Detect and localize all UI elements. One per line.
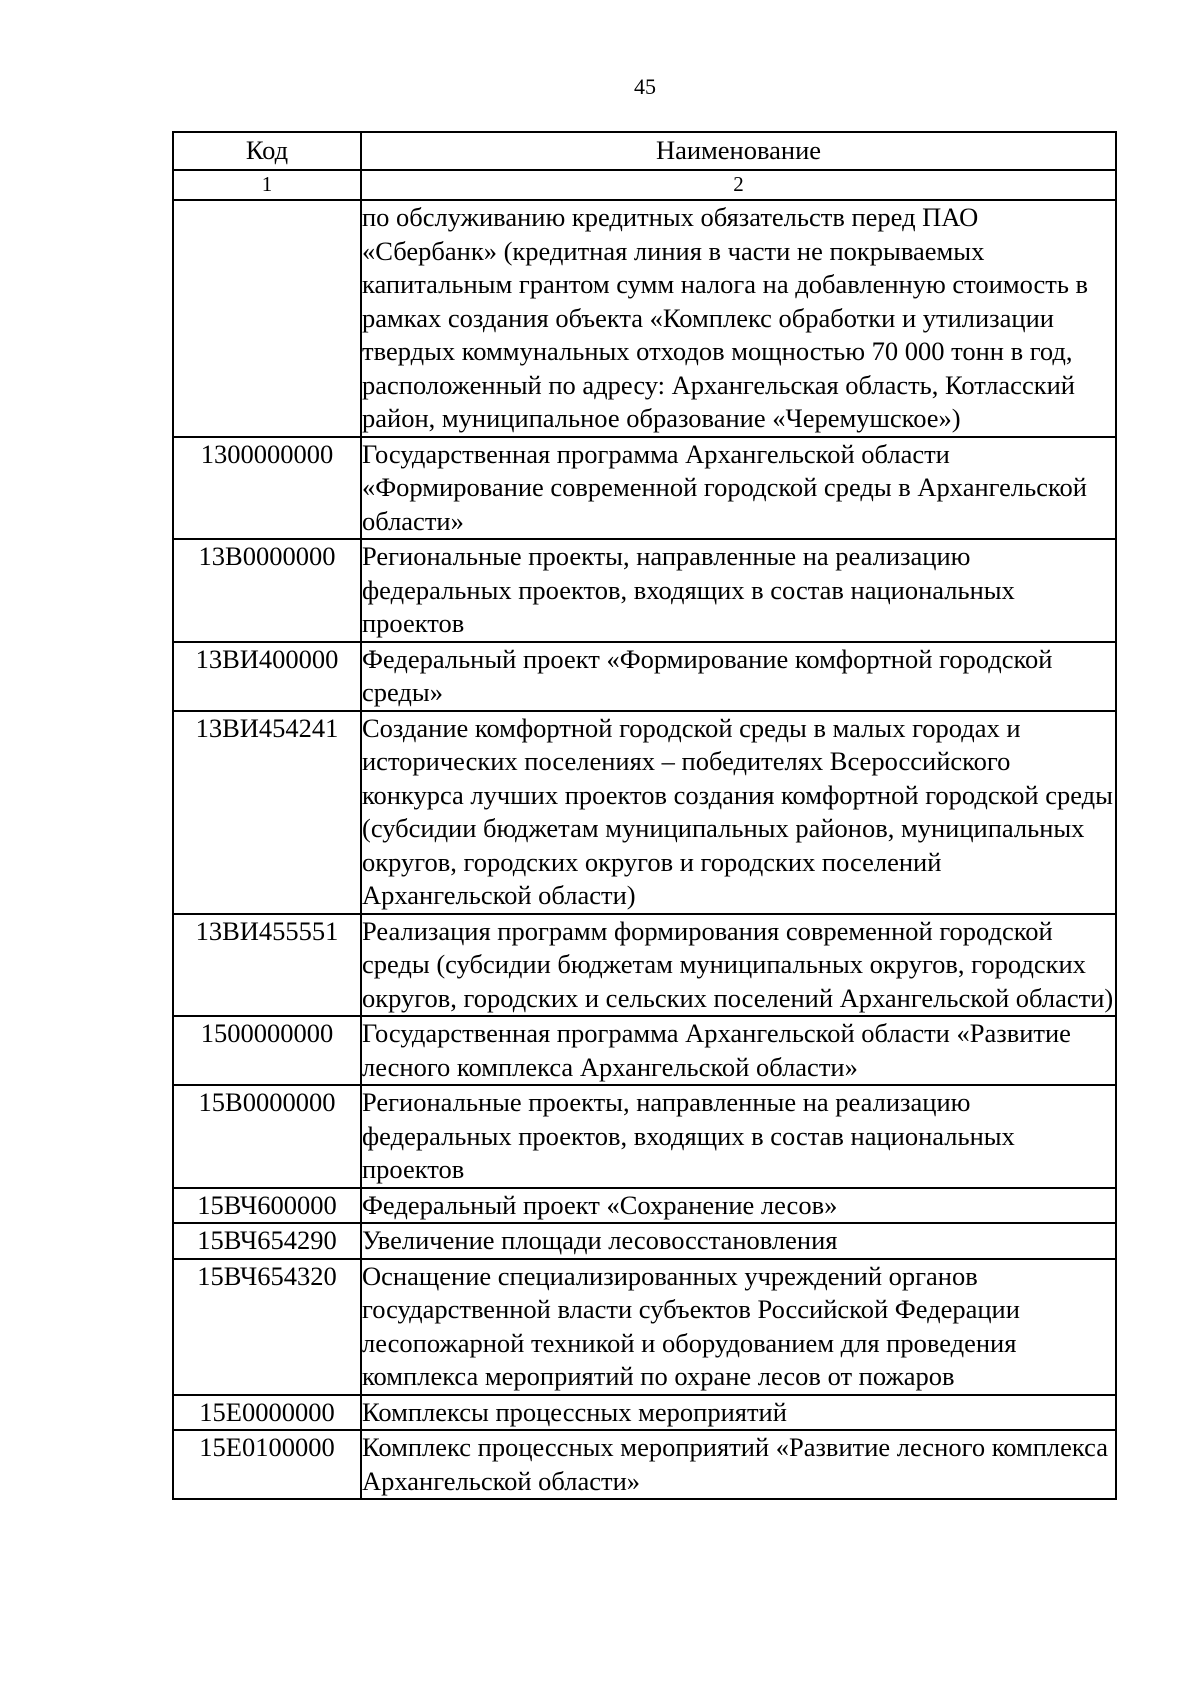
classification-table (172, 131, 1117, 1500)
page-number: 45 (634, 74, 656, 99)
row-name: Федеральный проект «Формирование комфортной городской среды» (361, 642, 1116, 711)
table-row (173, 711, 1116, 914)
row-code: 15ВЧ654290 (173, 1223, 361, 1259)
table-row (173, 1430, 1116, 1499)
header-name: Наименование (361, 132, 1116, 170)
row-code: 15Е0000000 (173, 1395, 361, 1431)
row-code: 1500000000 (173, 1016, 361, 1085)
column-number-row (173, 170, 1116, 200)
row-name: Региональные проекты, направленные на реализацию федеральных проектов, входящих в состав национальных проектов (361, 1085, 1116, 1188)
header-code: Код (173, 132, 361, 170)
row-name: Оснащение специализированных учреждений органов государственной власти субъектов Российской Федерации лесопожарной техникой и оборудованием для проведения комплекса мероприятий по охране лесов от пожаров (361, 1259, 1116, 1395)
row-name: по обслуживанию кредитных обязательств перед ПАО «Сбербанк» (кредитная линия в части не покрываемых капитальным грантом сумм налога на добавленную стоимость в рамках создания объекта «Комплекс обработки и утилизации твердых коммунальных отходов мощностью 70 000 тонн в год, расположенный по адресу: Архангельская область, Котласский район, муниципальное образование «Черемушское») (361, 200, 1116, 437)
row-code: 15ВЧ654320 (173, 1259, 361, 1395)
table-row (173, 200, 1116, 437)
row-code: 13В0000000 (173, 539, 361, 642)
table-row (173, 437, 1116, 540)
row-name: Федеральный проект «Сохранение лесов» (361, 1188, 1116, 1224)
table-row (173, 914, 1116, 1017)
row-name: Реализация программ формирования современной городской среды (субсидии бюджетам муниципальных округов, городских округов, городских и сельских поселений Архангельской области) (361, 914, 1116, 1017)
row-name: Создание комфортной городской среды в малых городах и исторических поселениях – победителях Всероссийского конкурса лучших проектов создания комфортной городской среды (субсидии бюджетам муниципальных районов, муниципальных округов, городских округов и городских поселений Архангельской области) (361, 711, 1116, 914)
table-row (173, 1188, 1116, 1224)
table-row (173, 642, 1116, 711)
column-number-code: 1 (173, 170, 361, 200)
column-number-name: 2 (361, 170, 1116, 200)
table-row (173, 1085, 1116, 1188)
row-code (173, 200, 361, 437)
table-row (173, 1259, 1116, 1395)
row-name: Комплексы процессных мероприятий (361, 1395, 1116, 1431)
row-code: 1300000000 (173, 437, 361, 540)
row-name: Государственная программа Архангельской области «Развитие лесного комплекса Архангельской области» (361, 1016, 1116, 1085)
row-code: 15В0000000 (173, 1085, 361, 1188)
row-name: Региональные проекты, направленные на реализацию федеральных проектов, входящих в состав национальных проектов (361, 539, 1116, 642)
row-name: Увеличение площади лесовосстановления (361, 1223, 1116, 1259)
row-name: Комплекс процессных мероприятий «Развитие лесного комплекса Архангельской области» (361, 1430, 1116, 1499)
row-code: 15ВЧ600000 (173, 1188, 361, 1224)
row-code: 15Е0100000 (173, 1430, 361, 1499)
table-row (173, 539, 1116, 642)
table-row (173, 1016, 1116, 1085)
row-code: 13ВИ400000 (173, 642, 361, 711)
row-name: Государственная программа Архангельской области «Формирование современной городской среды в Архангельской области» (361, 437, 1116, 540)
row-code: 13ВИ455551 (173, 914, 361, 1017)
table-row (173, 1223, 1116, 1259)
table-row (173, 1395, 1116, 1431)
row-code: 13ВИ454241 (173, 711, 361, 914)
table-header-row (173, 132, 1116, 170)
